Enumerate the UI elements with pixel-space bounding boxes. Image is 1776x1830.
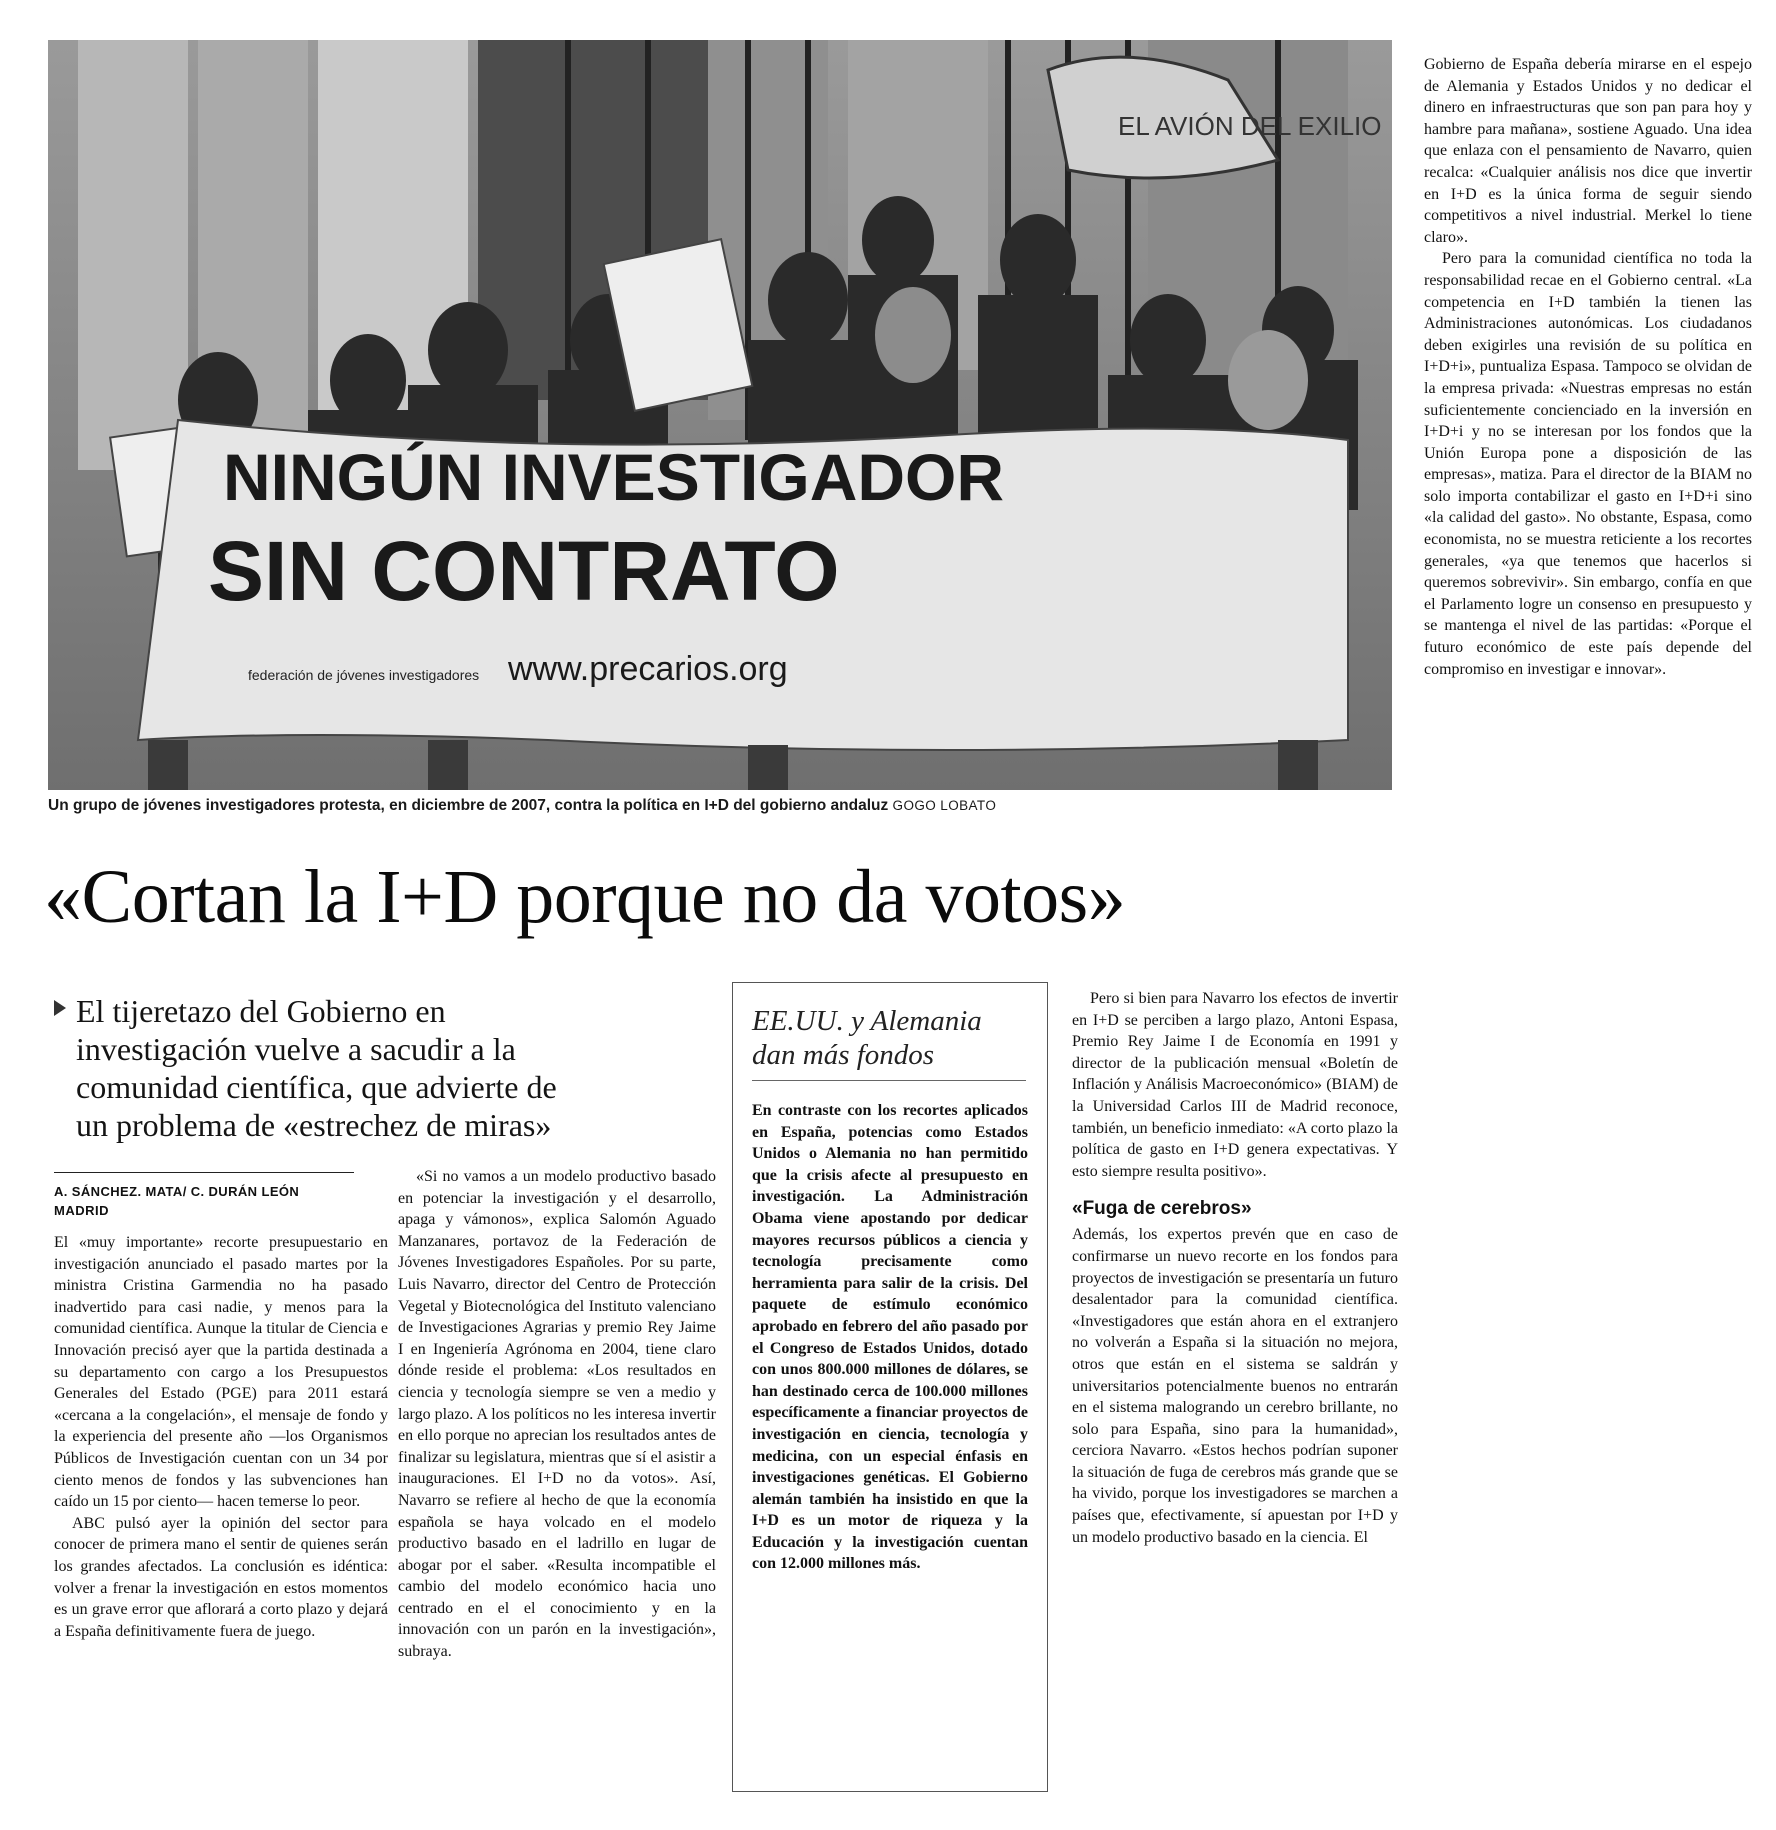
article-column-1 xyxy=(54,1232,388,1642)
banner-line1: NINGÚN INVESTIGADOR xyxy=(223,440,1005,514)
byline-divider xyxy=(54,1172,354,1173)
news-photo xyxy=(48,40,1392,790)
byline-authors: A. SÁNCHEZ. MATA/ C. DURÁN LEÓN xyxy=(54,1184,300,1199)
subhead-line: un problema de «estrechez de miras» xyxy=(76,1107,552,1143)
banner-org: federación de jóvenes investigadores xyxy=(248,667,480,683)
paragraph: ABC pulsó ayer la opinión del sector para conocer de primera mano el sentir de quienes serán los grandes afectados. La conclusión es idéntica: volver a frenar la investigación en estos momentos es un grave error que aflorará a corto plazo y dejará a España definitivamente fuera de juego. xyxy=(54,1514,388,1640)
byline-place: MADRID xyxy=(54,1203,109,1218)
article-column-5 xyxy=(1424,54,1752,680)
paragraph: «Si no vamos a un modelo productivo basado en potenciar la investigación y el desarrollo, apaga y vámonos», explica Salomón Aguado Manzanares, portavoz de la Federación de Jóvenes Investigadores Españoles. Por su parte, Luis Navarro, director del Centro de Protección Vegetal y Biotecnológica del Instituto valenciano de Investigaciones Agrarias y premio Rey Jaime I en Ingeniería Agrónoma en 2004, tiene claro dónde reside el problema: «Los resultados en ciencia y tecnología siempre se ven a medio y largo plazo. A los políticos no les interesa invertir en ello porque no aprecian los resultados antes de finalizar su legislatura, mientras que sí el asistir a inauguraciones. El I+D no da votos». Así, Navarro se refiere al hecho de que la economía española se haya volcado en el modelo productivo basado en el ladrillo en lugar de abogar por el saber. «Resulta incompatible el cambio del modelo económico hacia uno centrado en el el conocimiento y en la innovación con un parón en la investigación», subraya. xyxy=(398,1168,716,1661)
banner-line2: SIN CONTRATO xyxy=(208,524,840,618)
subhead-line: comunidad científica, que advierte de xyxy=(76,1069,557,1105)
subhead-line: El tijeretazo del Gobierno en xyxy=(54,992,714,1030)
caption-text: Un grupo de jóvenes investigadores protesta, en diciembre de 2007, contra la política en I+D del gobierno andaluz xyxy=(48,797,889,814)
banner-url: www.precarios.org xyxy=(508,650,788,688)
section-subtitle: «Fuga de cerebros» xyxy=(1072,1198,1252,1220)
paragraph: Gobierno de España debería mirarse en el espejo de Alemania y Estados Unidos y no dedicar el dinero en infraestructuras que son pan para hoy y hambre para mañana», sostiene Aguado. Una idea que enlaza con el pensamiento de Navarro, quien recalca: «Cualquier análisis nos dice que invertir en I+D es la única forma de seguir siendo competitivos a nivel industrial. Merkel lo tiene claro». xyxy=(1424,56,1752,246)
bullet-triangle-icon xyxy=(54,1000,66,1016)
paragraph: Pero si bien para Navarro los efectos de invertir en I+D se perciben a largo plazo, Antoni Espasa, Premio Rey Jaime I de Economía en 1991 y director de la publicación mensual «Boletín de Inflación y Análisis Macroeconómico» (BIAM) de la Universidad Carlos III de Madrid reconoce, también, un beneficio inmediato: «A corto plazo la política de gasto en I+D genera expectativas. Y esto siempre resulta positivo». xyxy=(1072,990,1398,1180)
sidebar-divider xyxy=(752,1080,1026,1081)
article-column-2 xyxy=(398,1166,716,1663)
subhead-line: investigación vuelve a sacudir a la xyxy=(76,1031,516,1067)
paragraph: Pero para la comunidad científica no toda la responsabilidad recae en el Gobierno central. «La competencia en I+D también la tienen las Administraciones autonómicas. Los ciudadanos deben exigirles una revisión de su política en I+D+i», puntualiza Espasa. Tampoco se olvidan de la empresa privada: «Nuestras empresas no están suficientemente concienciado en la inversión en I+D+i y no se interesan por los fondos que la Unión Europa pone a disposición de las empresas», matiza. Para el director de la BIAM no solo importa contabilizar el gasto en I+D+i sino «la calidad del gasto». No obstante, Espasa, como economista, no se muestra reticiente a los recortes generales, «ya que tenemos que hacerlos si queremos sobrevivir». Sin embargo, confía en que el Parlamento logre un consenso en presupuesto y se mantenga el nivel de las partidas: «Porque el futuro económico de este país depende del compromiso en investigar e innovar». xyxy=(1424,250,1752,678)
paragraph: Además, los expertos prevén que en caso de confirmarse un nuevo recorte en los fondos para proyectos de investigación se presentaría un futuro desalentador para la comunidad científica. «Investigadores que están ahora en el extranjero no volverán a España si la situación no mejora, otros que están en el sistema se saldrán y universitarios potencialmente buenos no entrarán en el sistema malogrando un cerebro brillante, no solo para España, sino para la humanidad», cerciora Navarro. «Estos hechos podrían suponer la situación de fuga de cerebros más grande que se ha vivido, porque los investigadores se marchen a países que, efectivamente, sí apuestan por I+D y un modelo productivo basado en la ciencia. El xyxy=(1072,1226,1398,1546)
paragraph: El «muy importante» recorte presupuestario en investigación anunciado el pasado martes por la ministra Cristina Garmendia no ha pasado inadvertido para casi nadie, y menos para la comunidad científica. Aunque la titular de Ciencia e Innovación precisó ayer que la partida destinada a su departamento con cargo a los Presupuestos Generales del Estado (PGE) para 2011 estará «cercana a la congelación», el mensaje de fondo y la experiencia del presente año —los Organismos Públicos de Investigación cuentan con un 34 por ciento menos de fondos y las subvenciones han caído un 15 por ciento— hacen temerse lo peor. xyxy=(54,1234,388,1511)
photo-credit: GOGO LOBATO xyxy=(892,798,997,813)
exile-sign-text: EL AVIÓN DEL EXILIO xyxy=(1118,111,1382,141)
article-column-4 xyxy=(1072,988,1398,1548)
sidebar-text: En contraste con los recortes aplicados en España, potencias como Estados Unidos o Alemania no han permitido que la crisis afecte al presupuesto en investigación. La Administración Obama viene apostando por dedicar mayores recursos públicos a ciencia y tecnología precisamente como herramienta para salir de la crisis. Del paquete de estímulo económico aprobado en febrero del año pasado por el Congreso de Estados Unidos, dotado con unos 800.000 millones de dólares, se han destinado cerca de 100.000 millones específicamente a financiar proyectos de investigación en ciencia, tecnología y medicina, con un especial énfasis en investigaciones genéticas. El Gobierno alemán también ha insistido en que la I+D es un motor de riqueza y la Educación y la investigación cuentan con 12.000 millones más. xyxy=(752,1102,1028,1573)
subhead xyxy=(54,992,714,1144)
headline: «Cortan la I+D porque no da votos» xyxy=(44,855,1126,939)
photo-caption xyxy=(48,797,996,815)
sidebar-title: EE.UU. y Alemania dan más fondos xyxy=(752,1005,982,1071)
